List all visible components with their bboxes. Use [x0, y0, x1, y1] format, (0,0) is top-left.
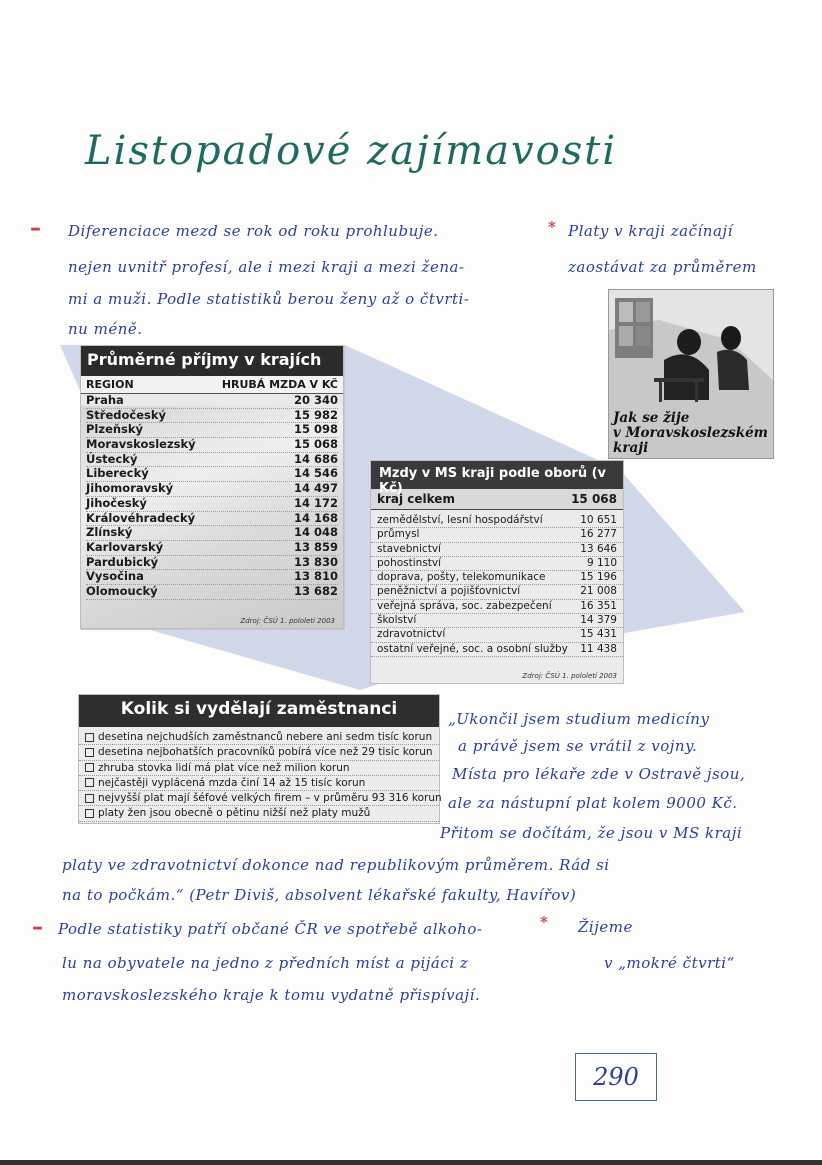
wage-cell: 14 686	[293, 451, 338, 466]
checkbox-square-icon	[85, 809, 94, 818]
table-row	[371, 528, 623, 542]
wage-cell: 14 546	[293, 466, 338, 481]
sector-cell: doprava, pošty, telekomunikace	[377, 571, 546, 584]
average-income-table	[80, 345, 344, 629]
value-cell: 11 438	[580, 642, 617, 655]
checkbox-square-icon	[85, 748, 94, 757]
table-row	[86, 453, 338, 468]
checkbox-square-icon	[85, 778, 94, 787]
table-total-row	[371, 489, 623, 510]
table-row	[86, 394, 338, 409]
handwriting-line: nu méně.	[68, 320, 143, 338]
quote-line: platy ve zdravotnictví dokonce nad republikovým průměrem. Rád si	[62, 856, 610, 874]
table-row	[86, 438, 338, 453]
table-title: Průměrné příjmy v krajích	[81, 346, 343, 376]
value-cell: 15 431	[580, 628, 617, 641]
value-cell: 15 196	[580, 571, 617, 584]
sector-cell: stavebnictví	[377, 542, 441, 555]
table-row	[371, 571, 623, 585]
wage-cell: 15 068	[293, 437, 338, 452]
source-note: Zdroj: ČSÚ 1. pololetí 2003	[522, 672, 617, 680]
asterisk-mark: *	[548, 218, 557, 236]
list-item-text: desetina nejchudších zaměstnanců nebere ani sedm tisíc korun	[98, 731, 433, 743]
page-number: 290	[575, 1053, 657, 1101]
wage-cell: 13 810	[293, 569, 338, 584]
region-cell: Pardubický	[86, 554, 159, 569]
table-header	[81, 376, 343, 394]
list-item-text: zhruba stovka lidí má plat více než milion korun	[98, 761, 350, 774]
value-cell: 14 379	[580, 614, 617, 627]
value-cell: 10 651	[580, 514, 617, 526]
table-row	[371, 643, 623, 657]
region-cell: Moravskoslezský	[86, 437, 196, 452]
list-item-text: nejvyšší plat mají šéfové velkých firem – v průměru 93 316 korun	[98, 792, 442, 805]
article-photo	[608, 289, 774, 459]
table-row	[86, 409, 338, 424]
table-row	[371, 514, 623, 528]
region-cell: Středočeský	[86, 407, 166, 422]
sector-cell: peněžnictví a pojišťovnictví	[377, 585, 521, 598]
margin-note: Žijeme	[578, 918, 633, 936]
list-item	[79, 745, 439, 760]
bullet-dash: –	[30, 216, 41, 241]
wage-cell: 13 859	[293, 539, 338, 554]
region-cell: Ústecký	[86, 451, 138, 466]
table-row	[86, 467, 338, 482]
region-cell: Vysočina	[86, 569, 144, 584]
checkbox-square-icon	[85, 763, 94, 772]
list-item	[79, 730, 439, 745]
table-row	[86, 556, 338, 571]
region-cell: Karlovarský	[86, 539, 164, 554]
asterisk-mark: *	[540, 913, 549, 931]
sector-cell: zemědělství, lesní hospodářství	[377, 514, 543, 526]
earnings-facts-box	[78, 694, 440, 824]
list-item-text: nejčastěji vyplácená mzda činí 14 až 15 tisíc korun	[98, 776, 366, 789]
table-row	[86, 423, 338, 438]
handwriting-line: Diferenciace mezd se rok od roku prohlubuje.	[68, 222, 439, 240]
table-row	[371, 614, 623, 628]
table-row	[86, 585, 338, 600]
total-label: kraj celkem	[377, 492, 455, 506]
value-cell: 21 008	[580, 585, 617, 598]
wage-cell: 20 340	[293, 393, 338, 407]
caption-line: kraji	[613, 440, 649, 456]
table-title: Mzdy v MS kraji podle oborů (v Kč)	[371, 461, 623, 489]
wage-cell: 13 682	[293, 583, 338, 598]
margin-note: v „mokré čtvrti“	[604, 954, 735, 972]
wage-cell: 13 830	[293, 554, 338, 569]
quote-line: a právě jsem se vrátil z vojny.	[458, 737, 698, 755]
sector-cell: školství	[377, 614, 417, 627]
table-row	[371, 628, 623, 642]
value-cell: 16 277	[580, 528, 617, 541]
checkbox-square-icon	[85, 733, 94, 742]
quote-line: „Ukončil jsem studium medicíny	[448, 710, 710, 728]
column-header: HRUBÁ MZDA V KČ	[221, 378, 338, 391]
handwriting-line: Podle statistiky patří občané ČR ve spotřebě alkoho-	[58, 920, 483, 938]
region-cell: Zlínský	[86, 525, 133, 540]
quote-line: Místa pro lékaře zde v Ostravě jsou,	[452, 765, 746, 783]
sector-cell: průmysl	[377, 528, 420, 541]
region-cell: Olomoucký	[86, 583, 158, 598]
table-body	[86, 394, 338, 600]
list-item	[79, 776, 439, 791]
handwriting-line: lu na obyvatele na jedno z předních míst a pijáci z	[62, 954, 469, 972]
region-cell: Liberecký	[86, 466, 149, 481]
checkbox-square-icon	[85, 794, 94, 803]
handwriting-line: nejen uvnitř profesí, ale i mezi kraji a mezi žena-	[68, 258, 465, 276]
list-item	[79, 761, 439, 776]
wage-cell: 15 098	[293, 422, 338, 437]
list-item	[79, 791, 442, 806]
handwriting-line: mi a muži. Podle statistiků berou ženy až o čtvrti-	[68, 290, 470, 308]
handwriting-line: moravskoslezského kraje k tomu vydatně přispívají.	[62, 986, 481, 1004]
photo-caption	[613, 411, 768, 456]
value-cell: 16 351	[580, 599, 617, 612]
list-item	[79, 806, 439, 821]
value-cell: 9 110	[586, 556, 617, 569]
region-cell: Praha	[86, 393, 124, 407]
total-value: 15 068	[571, 492, 617, 506]
column-header: REGION	[86, 378, 134, 391]
wage-cell: 14 172	[293, 495, 338, 510]
table-row	[86, 482, 338, 497]
list-item-text: platy žen jsou obecně o pětinu nižší než platy mužů	[98, 807, 371, 820]
caption-line: v Moravskoslezském	[613, 425, 768, 441]
quote-line: ale za nástupní plat kolem 9000 Kč.	[448, 794, 738, 812]
margin-note: Platy v kraji začínají	[568, 222, 733, 240]
wages-by-sector-table	[370, 460, 624, 684]
quote-line: Přitom se dočítám, že jsou v MS kraji	[440, 824, 743, 842]
table-row	[86, 512, 338, 527]
table-row	[86, 541, 338, 556]
table-row	[371, 557, 623, 571]
scan-edge	[0, 1160, 822, 1165]
margin-note: zaostávat za průměrem	[568, 258, 757, 276]
facts-list	[79, 727, 442, 822]
box-title: Kolik si vydělají zaměstnanci	[79, 695, 439, 727]
table-row	[371, 600, 623, 614]
region-cell: Plzeňský	[86, 422, 144, 437]
wage-cell: 14 497	[293, 481, 338, 496]
table-row	[86, 570, 338, 585]
table-row	[86, 526, 338, 541]
caption-line: Jak se žije	[613, 410, 690, 426]
wage-cell: 14 168	[293, 510, 338, 525]
region-cell: Jihomoravský	[86, 481, 174, 496]
table-row	[86, 497, 338, 512]
bullet-dash: –	[32, 915, 43, 940]
region-cell: Královéhradecký	[86, 510, 196, 525]
table-row	[371, 585, 623, 599]
wage-cell: 15 982	[293, 407, 338, 422]
source-note: Zdroj: ČSÚ 1. pololetí 2003	[240, 617, 335, 625]
wage-cell: 14 048	[293, 525, 338, 540]
list-item-text: desetina nejbohatších pracovníků pobírá více než 29 tisíc korun	[98, 746, 433, 759]
sector-cell: pohostinství	[377, 556, 442, 569]
sector-cell: ostatní veřejné, soc. a osobní služby	[377, 642, 568, 655]
region-cell: Jihočeský	[86, 495, 147, 510]
table-row	[371, 543, 623, 557]
value-cell: 13 646	[580, 542, 617, 555]
sector-cell: veřejná správa, soc. zabezpečení	[377, 599, 552, 612]
sector-cell: zdravotnictví	[377, 628, 446, 641]
page-title: Listopadové zajímavosti	[85, 128, 618, 174]
table-body	[371, 514, 623, 657]
quote-line: na to počkám.“ (Petr Diviš, absolvent lékařské fakulty, Havířov)	[62, 886, 577, 904]
